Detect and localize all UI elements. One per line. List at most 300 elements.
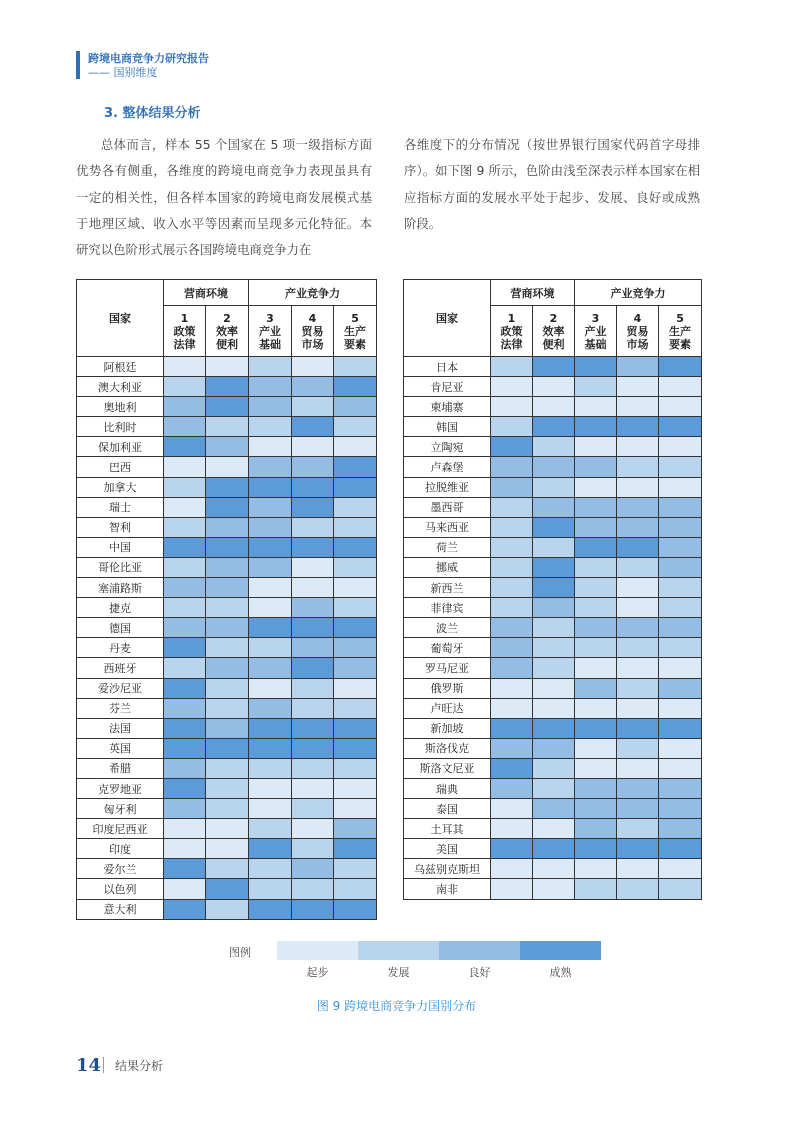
score-cell	[533, 598, 575, 618]
score-cell	[659, 658, 702, 678]
country-name: 南非	[404, 879, 491, 899]
score-cell	[575, 457, 617, 477]
indicator-header-5	[334, 306, 377, 357]
country-name: 意大利	[77, 899, 164, 919]
score-cell	[617, 698, 659, 718]
score-cell	[249, 557, 292, 577]
indicator-header-text: 效率	[216, 324, 238, 338]
score-cell	[659, 537, 702, 557]
score-cell	[659, 457, 702, 477]
score-cell	[292, 879, 334, 899]
country-row	[77, 738, 377, 758]
score-cell	[617, 718, 659, 738]
score-cell	[533, 517, 575, 537]
country-name: 瑞士	[77, 497, 164, 517]
score-cell	[164, 899, 206, 919]
score-cell	[249, 799, 292, 819]
country-row	[77, 497, 377, 517]
score-cell	[533, 698, 575, 718]
score-cell	[206, 879, 249, 899]
country-name: 卢森堡	[404, 457, 491, 477]
score-cell	[617, 678, 659, 698]
score-cell	[249, 839, 292, 859]
score-cell	[491, 658, 533, 678]
score-cell	[164, 578, 206, 598]
score-cell	[249, 437, 292, 457]
score-cell	[334, 598, 377, 618]
score-cell	[164, 417, 206, 437]
score-cell	[533, 397, 575, 417]
country-row	[77, 517, 377, 537]
country-row	[77, 457, 377, 477]
score-cell	[334, 497, 377, 517]
score-cell	[617, 598, 659, 618]
country-row	[77, 397, 377, 417]
score-cell	[533, 417, 575, 437]
score-cell	[206, 557, 249, 577]
score-cell	[659, 397, 702, 417]
score-cell	[533, 437, 575, 457]
score-cell	[575, 799, 617, 819]
country-row	[77, 899, 377, 919]
indicator-header-2	[206, 306, 249, 357]
score-cell	[292, 457, 334, 477]
score-cell	[249, 718, 292, 738]
country-name: 斯洛文尼亚	[404, 758, 491, 778]
score-cell	[533, 557, 575, 577]
score-cell	[249, 859, 292, 879]
score-cell	[249, 417, 292, 437]
score-cell	[533, 678, 575, 698]
score-cell	[334, 819, 377, 839]
indicator-header-text: 基础	[584, 337, 607, 351]
indicator-header-5	[659, 306, 702, 357]
country-row	[77, 618, 377, 638]
country-name: 马来西亚	[404, 517, 491, 537]
score-cell	[617, 477, 659, 497]
country-column-header: 国家	[77, 280, 164, 357]
indicator-header-text: 4	[308, 311, 317, 325]
indicator-header-1	[164, 306, 206, 357]
score-cell	[575, 557, 617, 577]
score-cell	[491, 799, 533, 819]
score-cell	[292, 799, 334, 819]
legend-label: 图例	[229, 946, 251, 959]
country-name: 墨西哥	[404, 497, 491, 517]
score-cell	[249, 678, 292, 698]
score-cell	[659, 578, 702, 598]
country-row	[77, 678, 377, 698]
indicator-header-1	[491, 306, 533, 357]
score-cell	[334, 698, 377, 718]
score-cell	[249, 477, 292, 497]
country-row	[404, 457, 702, 477]
country-row	[404, 618, 702, 638]
score-cell	[292, 698, 334, 718]
country-row	[404, 879, 702, 899]
country-name: 克罗地亚	[77, 778, 164, 798]
country-row	[77, 718, 377, 738]
country-row	[404, 839, 702, 859]
score-cell	[206, 718, 249, 738]
score-cell	[292, 397, 334, 417]
score-cell	[249, 457, 292, 477]
score-cell	[533, 377, 575, 397]
score-cell	[206, 638, 249, 658]
score-cell	[334, 457, 377, 477]
indicator-header-text: 产业	[584, 324, 607, 338]
score-cell	[575, 618, 617, 638]
score-cell	[617, 819, 659, 839]
score-cell	[659, 738, 702, 758]
score-cell	[334, 437, 377, 457]
country-name: 澳大利亚	[77, 377, 164, 397]
country-row	[404, 758, 702, 778]
score-cell	[292, 718, 334, 738]
score-cell	[164, 357, 206, 377]
country-name: 巴西	[77, 457, 164, 477]
score-cell	[249, 397, 292, 417]
country-row	[404, 698, 702, 718]
score-cell	[491, 357, 533, 377]
score-cell	[659, 698, 702, 718]
country-name: 塞浦路斯	[77, 578, 164, 598]
score-cell	[659, 598, 702, 618]
country-table-left	[76, 279, 377, 920]
score-cell	[659, 357, 702, 377]
score-cell	[206, 658, 249, 678]
score-cell	[575, 698, 617, 718]
score-cell	[659, 718, 702, 738]
score-cell	[164, 477, 206, 497]
country-row	[404, 477, 702, 497]
country-name: 印度尼西亚	[77, 819, 164, 839]
indicator-header-text: 便利	[216, 337, 238, 351]
country-name: 哥伦比亚	[77, 557, 164, 577]
country-name: 乌兹别克斯坦	[404, 859, 491, 879]
country-row	[404, 819, 702, 839]
country-name: 法国	[77, 718, 164, 738]
score-cell	[292, 638, 334, 658]
score-cell	[292, 738, 334, 758]
indicator-header-text: 5	[676, 311, 684, 325]
paragraph-left: 总体而言，样本 55 个国家在 5 项一级指标方面优势各有侧重，各维度的跨境电商竞争力表现虽具有一定的相关性，但各样本国家的跨境电商发展模式基于地理区域、收入水平等因素而呈现多元化特征。本研究以色阶形式展示各国跨境电商竞争力在	[76, 137, 372, 258]
country-name: 肯尼亚	[404, 377, 491, 397]
score-cell	[206, 397, 249, 417]
country-row	[404, 658, 702, 678]
business-environment-header: 营商环境	[164, 280, 249, 306]
score-cell	[617, 859, 659, 879]
score-cell	[659, 477, 702, 497]
country-name: 柬埔寨	[404, 397, 491, 417]
score-cell	[617, 758, 659, 778]
indicator-header-text: 政策	[500, 324, 523, 338]
score-cell	[575, 758, 617, 778]
country-row	[77, 417, 377, 437]
score-cell	[164, 819, 206, 839]
score-cell	[659, 557, 702, 577]
score-cell	[491, 778, 533, 798]
score-cell	[491, 738, 533, 758]
score-cell	[292, 618, 334, 638]
score-cell	[491, 457, 533, 477]
country-row	[404, 738, 702, 758]
score-cell	[249, 537, 292, 557]
score-cell	[659, 497, 702, 517]
country-row	[77, 799, 377, 819]
indicator-header-text: 市场	[626, 337, 649, 351]
country-row	[404, 638, 702, 658]
legend-swatch-start	[277, 941, 358, 960]
country-row	[404, 497, 702, 517]
country-row	[404, 517, 702, 537]
score-cell	[292, 899, 334, 919]
score-cell	[164, 377, 206, 397]
score-cell	[164, 859, 206, 879]
score-cell	[533, 357, 575, 377]
score-cell	[533, 578, 575, 598]
score-cell	[206, 357, 249, 377]
score-cell	[292, 778, 334, 798]
country-row	[404, 437, 702, 457]
score-cell	[292, 819, 334, 839]
score-cell	[206, 598, 249, 618]
score-cell	[659, 437, 702, 457]
score-cell	[491, 397, 533, 417]
country-name: 葡萄牙	[404, 638, 491, 658]
score-cell	[617, 778, 659, 798]
score-cell	[292, 377, 334, 397]
country-name: 希腊	[77, 758, 164, 778]
indicator-header-text: 便利	[542, 337, 565, 351]
score-cell	[659, 517, 702, 537]
country-row	[77, 537, 377, 557]
score-cell	[491, 819, 533, 839]
score-cell	[206, 437, 249, 457]
score-cell	[249, 357, 292, 377]
score-cell	[617, 618, 659, 638]
score-cell	[491, 537, 533, 557]
country-row	[77, 658, 377, 678]
country-name: 奥地利	[77, 397, 164, 417]
country-name: 英国	[77, 738, 164, 758]
indicator-header-text: 贸易	[301, 324, 324, 338]
score-cell	[575, 718, 617, 738]
score-cell	[206, 859, 249, 879]
score-cell	[575, 778, 617, 798]
indicator-header-3	[249, 306, 292, 357]
score-cell	[491, 497, 533, 517]
score-cell	[491, 477, 533, 497]
score-cell	[575, 839, 617, 859]
score-cell	[575, 397, 617, 417]
score-cell	[334, 557, 377, 577]
country-name: 芬兰	[77, 698, 164, 718]
indicator-header-text: 3	[591, 311, 600, 325]
score-cell	[249, 658, 292, 678]
country-name: 保加利亚	[77, 437, 164, 457]
score-cell	[249, 899, 292, 919]
score-cell	[334, 618, 377, 638]
country-row	[404, 537, 702, 557]
indicator-header-text: 1	[180, 311, 189, 325]
score-cell	[292, 839, 334, 859]
score-cell	[617, 879, 659, 899]
score-cell	[533, 839, 575, 859]
score-cell	[575, 417, 617, 437]
legend-text-mature: 成熟	[549, 966, 572, 979]
country-row	[404, 718, 702, 738]
score-cell	[659, 758, 702, 778]
country-name: 拉脱维亚	[404, 477, 491, 497]
score-cell	[206, 497, 249, 517]
score-cell	[334, 517, 377, 537]
country-name: 俄罗斯	[404, 678, 491, 698]
score-cell	[164, 397, 206, 417]
country-row	[404, 377, 702, 397]
indicator-header-text: 效率	[542, 324, 565, 338]
score-cell	[617, 397, 659, 417]
score-cell	[533, 799, 575, 819]
score-cell	[575, 377, 617, 397]
score-cell	[659, 678, 702, 698]
score-cell	[617, 638, 659, 658]
score-cell	[164, 437, 206, 457]
indicator-header-text: 基础	[259, 337, 281, 351]
country-name: 爱尔兰	[77, 859, 164, 879]
score-cell	[617, 537, 659, 557]
score-cell	[249, 738, 292, 758]
score-cell	[164, 839, 206, 859]
score-cell	[334, 879, 377, 899]
score-cell	[533, 638, 575, 658]
legend-swatch-developing	[358, 941, 439, 960]
score-cell	[491, 698, 533, 718]
country-row	[77, 477, 377, 497]
score-cell	[292, 598, 334, 618]
score-cell	[164, 738, 206, 758]
indicator-header-text: 产业	[259, 324, 281, 338]
score-cell	[491, 839, 533, 859]
header-accent-bar	[76, 51, 80, 79]
score-cell	[617, 437, 659, 457]
score-cell	[334, 357, 377, 377]
indicator-header-text: 政策	[173, 324, 196, 338]
score-cell	[334, 537, 377, 557]
country-row	[404, 598, 702, 618]
score-cell	[292, 537, 334, 557]
country-name: 美国	[404, 839, 491, 859]
country-row	[404, 417, 702, 437]
score-cell	[575, 678, 617, 698]
score-cell	[491, 557, 533, 577]
score-cell	[491, 437, 533, 457]
score-cell	[206, 537, 249, 557]
footer-section: 结果分析	[115, 1059, 164, 1073]
indicator-header-text: 5	[351, 311, 359, 325]
country-name: 智利	[77, 517, 164, 537]
score-cell	[617, 578, 659, 598]
score-cell	[249, 879, 292, 899]
paragraph-right: 各维度下的分布情况（按世界银行国家代码首字母排序）。如下图 9 所示，色阶由浅至深表示样本国家在相应指标方面的发展水平处于起步、发展、良好或成熟阶段。	[404, 137, 700, 231]
score-cell	[533, 738, 575, 758]
score-cell	[164, 778, 206, 798]
country-row	[404, 357, 702, 377]
score-cell	[491, 598, 533, 618]
score-cell	[491, 517, 533, 537]
indicator-header-text: 1	[507, 311, 516, 325]
country-row	[404, 578, 702, 598]
score-cell	[164, 557, 206, 577]
score-cell	[491, 718, 533, 738]
score-cell	[164, 618, 206, 638]
score-cell	[249, 698, 292, 718]
score-cell	[617, 517, 659, 537]
score-cell	[533, 879, 575, 899]
score-cell	[292, 357, 334, 377]
score-cell	[491, 417, 533, 437]
industry-competitiveness-header: 产业竞争力	[249, 280, 377, 306]
legend-swatch-mature	[520, 941, 601, 960]
score-cell	[206, 758, 249, 778]
score-cell	[533, 537, 575, 557]
score-cell	[164, 879, 206, 899]
score-cell	[292, 658, 334, 678]
score-cell	[249, 497, 292, 517]
score-cell	[659, 618, 702, 638]
score-cell	[533, 477, 575, 497]
country-name: 西班牙	[77, 658, 164, 678]
country-name: 瑞典	[404, 778, 491, 798]
country-row	[77, 437, 377, 457]
score-cell	[292, 758, 334, 778]
country-name: 新加坡	[404, 718, 491, 738]
score-cell	[659, 799, 702, 819]
indicator-header-3	[575, 306, 617, 357]
score-cell	[659, 839, 702, 859]
score-cell	[617, 457, 659, 477]
country-name: 立陶宛	[404, 437, 491, 457]
country-row	[404, 799, 702, 819]
score-cell	[206, 899, 249, 919]
industry-competitiveness-header: 产业竞争力	[575, 280, 702, 306]
country-name: 匈牙利	[77, 799, 164, 819]
score-cell	[164, 658, 206, 678]
score-cell	[533, 758, 575, 778]
score-cell	[575, 638, 617, 658]
country-name: 泰国	[404, 799, 491, 819]
score-cell	[249, 598, 292, 618]
score-cell	[575, 477, 617, 497]
score-cell	[249, 638, 292, 658]
footer-divider	[103, 1057, 104, 1073]
indicator-header-text: 3	[266, 311, 274, 325]
indicator-header-text: 法律	[500, 337, 523, 351]
score-cell	[334, 417, 377, 437]
indicator-header-text: 要素	[344, 337, 367, 351]
score-cell	[164, 758, 206, 778]
score-cell	[617, 799, 659, 819]
country-name: 丹麦	[77, 638, 164, 658]
country-name: 卢旺达	[404, 698, 491, 718]
score-cell	[617, 497, 659, 517]
section-title: 3. 整体结果分析	[104, 106, 201, 121]
legend-text-developing: 发展	[387, 966, 410, 979]
country-name: 阿根廷	[77, 357, 164, 377]
country-name: 斯洛伐克	[404, 738, 491, 758]
score-cell	[334, 678, 377, 698]
score-cell	[334, 859, 377, 879]
